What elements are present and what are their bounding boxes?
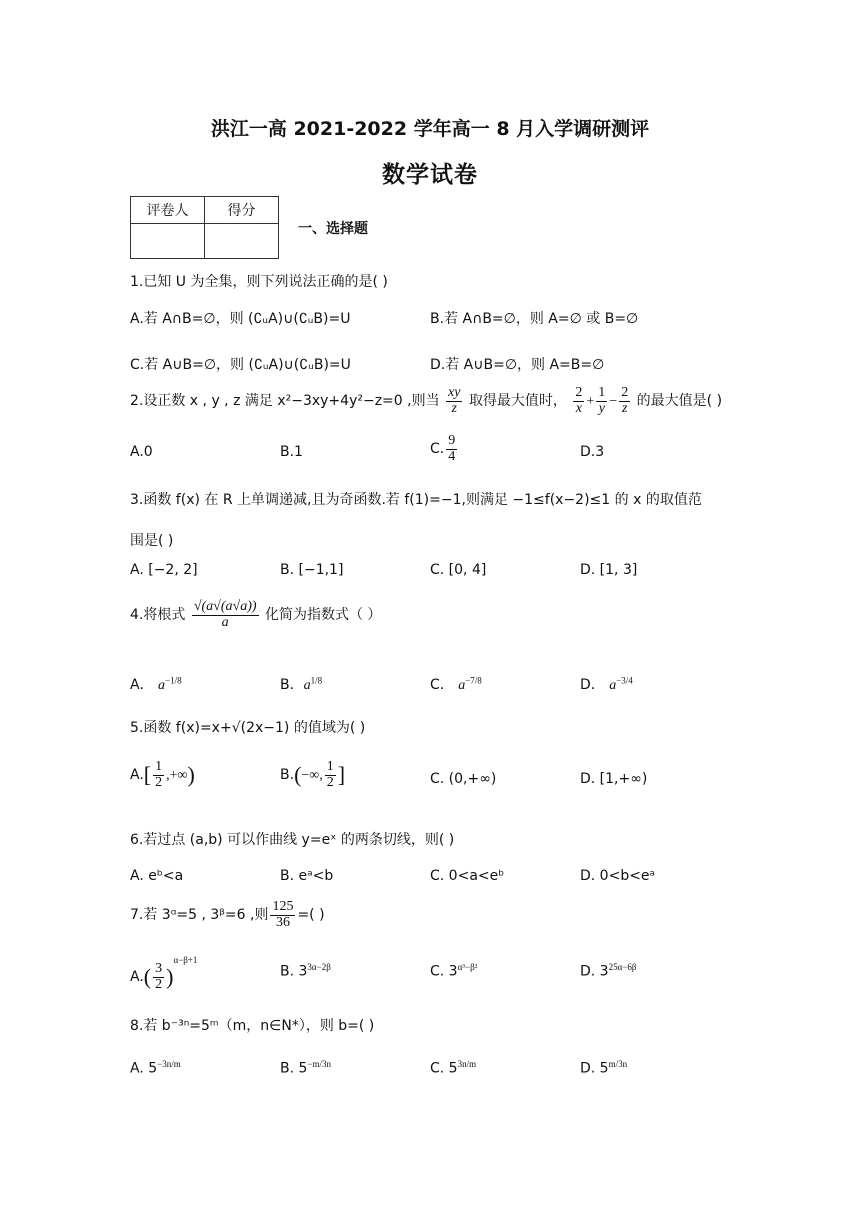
question-3-option-d: D. [1, 3] <box>580 562 638 578</box>
radical-fraction: $\frac{√(a√(a√a))}{a}$ <box>193 599 257 630</box>
question-7-option-b: B. $3^{3\alpha-2\beta}$ <box>280 962 331 980</box>
question-5-option-d: D. [1,+∞) <box>580 771 648 787</box>
question-4-option-b: B．$a^{1/8}$ <box>280 675 323 693</box>
question-6-option-d: D. 0<b<eᵃ <box>580 868 656 884</box>
question-8-option-d: D. $5^{m/3n}$ <box>580 1059 628 1077</box>
fraction-9-over-4: $\frac{9}{4}$ <box>448 433 456 464</box>
fraction-2-over-x: $\frac{2}{x}$ <box>575 385 583 416</box>
question-5-option-c: C. (0,+∞) <box>430 771 497 787</box>
question-1-stem: 1.已知 U 为全集，则下列说法正确的是( ) <box>130 274 388 290</box>
question-2-option-d: D.3 <box>580 444 605 460</box>
question-3-option-c: C. [0, 4] <box>430 562 487 578</box>
exam-subtitle: 数学试卷 <box>382 162 478 188</box>
question-2-stem-part-b: 取得最大值时， <box>468 393 567 410</box>
question-7-option-d: D. $3^{25\alpha-6\beta}$ <box>580 962 637 980</box>
fraction-2-over-z: $\frac{2}{z}$ <box>621 385 629 416</box>
question-6-option-b: B. eᵃ<b <box>280 868 334 884</box>
question-4-option-c: C． $a^{-7/8}$ <box>430 675 482 693</box>
question-4-option-d: D． $a^{-3/4}$ <box>580 675 633 693</box>
question-5-option-a: A.[ $\frac{1}{2}$ ,+∞) <box>130 759 195 790</box>
question-2-stem: 2.设正数 x , y , z 满足 x²−3xy+4y²−z=0 ,则当 $\frac{xy}{z}$ 取得最大值时， $\frac{2}{x}$ + $\frac{1}{y}$ − $\frac{2}{z}$ 的最大值是( ) <box>130 385 723 416</box>
question-7-option-a: A.( $\frac{3}{2}$ )$^{\alpha-\beta+1}$ <box>130 955 198 992</box>
score-cell <box>205 224 279 259</box>
question-1-option-a: A.若 A∩B=∅，则 (∁ᵤA)∪(∁ᵤB)=U <box>130 311 351 327</box>
section-title: 一、选择题 <box>298 221 368 237</box>
fraction-xy-over-z: $\frac{xy}{z}$ <box>448 385 461 416</box>
grader-score-table <box>130 196 279 259</box>
question-8-stem: 8.若 b⁻³ⁿ=5ᵐ（m，n∈N*），则 b=( ) <box>130 1018 375 1034</box>
question-6-option-a: A. eᵇ<a <box>130 868 184 884</box>
question-5-stem: 5.函数 f(x)=x+√(2x−1) 的值域为( ) <box>130 720 366 736</box>
fraction-125-over-36: $\frac{125}{36}$ <box>272 899 294 930</box>
grader-cell <box>131 224 205 259</box>
grader-header: 评卷人 <box>131 197 205 224</box>
question-4-stem: 4.将根式 $\frac{√(a√(a√a))}{a}$ 化简为指数式（ ） <box>130 599 382 630</box>
question-7-option-c: C. $3^{\alpha^3-\beta^2}$ <box>430 962 478 980</box>
question-6-stem: 6.若过点 (a,b) 可以作曲线 y=eˣ 的两条切线，则( ) <box>130 832 455 848</box>
question-2-option-b: B.1 <box>280 444 303 460</box>
fraction-1-over-y: $\frac{1}{y}$ <box>598 385 606 416</box>
question-2-option-a: A.0 <box>130 444 153 460</box>
question-8-option-c: C. $5^{3n/m}$ <box>430 1059 477 1077</box>
question-7-stem: 7.若 3ᵅ=5 , 3ᵝ=6 ,则 $\frac{125}{36}$ =( ) <box>130 899 325 930</box>
question-3-stem-line2: 围是( ) <box>130 533 174 549</box>
question-3-option-b: B. [−1,1] <box>280 562 344 578</box>
question-5-option-b: B.(−∞, $\frac{1}{2}$ ] <box>280 759 346 790</box>
score-header: 得分 <box>205 197 279 224</box>
question-1-option-c: C.若 A∪B=∅，则 (∁ᵤA)∪(∁ᵤB)=U <box>130 357 351 373</box>
exam-title: 洪江一高 2021-2022 学年高一 8 月入学调研测评 <box>210 118 650 140</box>
question-6-option-c: C. 0<a<eᵇ <box>430 868 505 884</box>
question-1-option-d: D.若 A∪B=∅，则 A=B=∅ <box>430 357 605 373</box>
question-8-option-a: A. $5^{-3n/m}$ <box>130 1059 181 1077</box>
question-4-option-a: A． $a^{-1/8}$ <box>130 675 182 693</box>
question-2-stem-part-c: 的最大值是( ) <box>636 393 723 410</box>
question-2-stem-part-a: 2.设正数 x , y , z 满足 x²−3xy+4y²−z=0 ,则当 <box>130 393 440 410</box>
question-2-option-c: C. $\frac{9}{4}$ <box>430 433 456 464</box>
question-8-option-b: B. $5^{-m/3n}$ <box>280 1059 331 1077</box>
question-3-stem-line1: 3.函数 f(x) 在 R 上单调递减,且为奇函数.若 f(1)=−1,则满足 −1≤f(x−2)≤1 的 x 的取值范 <box>130 492 702 508</box>
question-1-option-b: B.若 A∩B=∅，则 A=∅ 或 B=∅ <box>430 311 639 327</box>
question-3-option-a: A. [−2, 2] <box>130 562 198 578</box>
